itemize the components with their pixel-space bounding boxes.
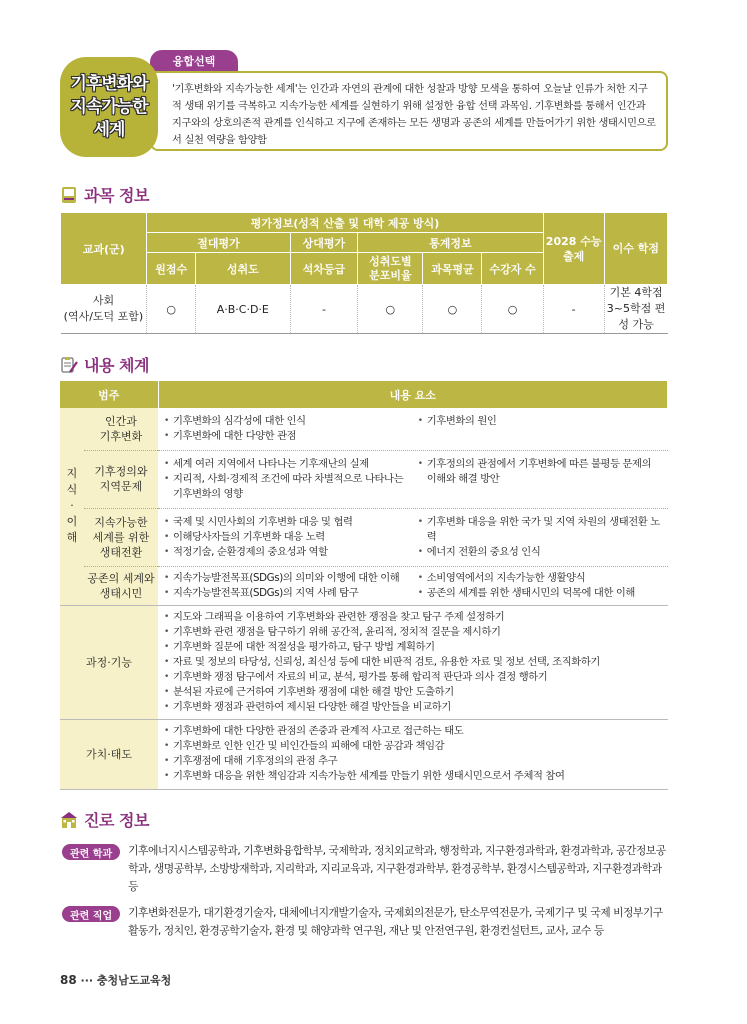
category-climate-justice: 기후정의와 지역문제 bbox=[84, 450, 158, 508]
content-system-title: 내용 체계 bbox=[84, 356, 149, 375]
subject-description: '기후변화와 지속가능한 세계'는 인간과 자연의 관계에 대한 성찰과 방향 모색을 통하여 오늘날 인류가 처한 지구적 생태 위기를 극복하고 지속가능한 세계를 실현하기 위해 설정한 융합 선택 과목임. 기후변화를 통해서 인간과 지구와의 상호의존적 관계를 인식하고 지구에 존재하는 모든 생명과 공존의 세계를 만들어가기 위한 생태시민으로서 실천 역량을 함양함 bbox=[150, 71, 668, 151]
elements-process-skills bbox=[158, 605, 668, 719]
td-csat: - bbox=[543, 285, 604, 334]
list-item: • 기후변화의 원인 bbox=[418, 414, 662, 429]
td-credits: 기본 4학점 3~5학점 편성 가능 bbox=[604, 285, 667, 334]
th-eval-info: 평가정보(성적 산출 및 대학 제공 방식) bbox=[147, 213, 543, 233]
list-item: • 이해당사자들의 기후변화 대응 노력 bbox=[164, 530, 408, 545]
th-absolute: 절대평가 bbox=[147, 233, 290, 253]
content-system-heading bbox=[60, 353, 149, 376]
th-avg: 과목평균 bbox=[423, 253, 482, 285]
career-title: 진로 정보 bbox=[84, 811, 149, 830]
list-item: • 세계 여러 지역에서 나타나는 기후재난의 실제 bbox=[164, 457, 408, 472]
th-elements: 내용 요소 bbox=[158, 381, 668, 408]
list-item: • 지속가능발전목표(SDGs)의 지역 사례 탐구 bbox=[164, 586, 408, 601]
book-icon bbox=[60, 186, 78, 204]
course-info-title: 과목 정보 bbox=[84, 186, 149, 205]
elements-climate-justice bbox=[158, 450, 668, 508]
elements-values-attitudes bbox=[158, 719, 668, 789]
elements-eco-transition bbox=[158, 508, 668, 566]
category-coexistence: 공존의 세계와 생태시민 bbox=[84, 566, 158, 605]
td-ach-dist: ○ bbox=[358, 285, 423, 334]
related-departments bbox=[62, 842, 668, 896]
list-item: • 기후변화 대응을 위한 국가 및 지역 차원의 생태전환 노력 bbox=[418, 515, 662, 545]
course-info-heading bbox=[60, 183, 149, 206]
list-item: • 분석된 자료에 근거하여 기후변화 쟁점에 대한 해결 방안 도출하기 bbox=[164, 685, 662, 700]
knowledge-label: 지 식 · 이 해 bbox=[60, 408, 84, 605]
td-achievement: A·B·C·D·E bbox=[195, 285, 290, 334]
job-label: 관련 직업 bbox=[62, 906, 120, 922]
subject-title: 기후변화와 지속가능한 세계 bbox=[70, 73, 148, 140]
list-item: • 자료 및 정보의 타당성, 신뢰성, 최신성 등에 대한 비판적 검토, 유용한 자료 및 정보 선택, 조직화하기 bbox=[164, 655, 662, 670]
td-raw-score: ○ bbox=[147, 285, 195, 334]
dept-text: 기후에너지시스템공학과, 기후변화융합학부, 국제학과, 정치외교학과, 행정학과, 지구환경과학과, 환경과학과, 공간정보공학과, 생명공학부, 소방방재학과, 지리학과, 지리교육과, 지구환경과학부, 환경공학부, 환경시스템공학과, 지구환경과학과 등 bbox=[128, 844, 666, 893]
related-jobs bbox=[62, 904, 668, 940]
subject-title-badge bbox=[60, 57, 158, 157]
td-rank: - bbox=[290, 285, 357, 334]
td-students: ○ bbox=[482, 285, 543, 334]
list-item: • 지리적, 사회·경제적 조건에 따라 차별적으로 나타나는 기후변화의 영향 bbox=[164, 472, 408, 502]
job-text: 기후변화전문가, 대기환경기술자, 대체에너지개발기술자, 국제회의전문가, 탄소무역전문가, 국제기구 및 국제 비정부기구 활동가, 정치인, 환경공학기술자, 환경 및 해양과학 연구원, 재난 및 안전연구원, 환경컨설턴트, 교사, 교수 등 bbox=[128, 906, 663, 937]
list-item: • 기후변화 쟁점과 관련하여 제시된 다양한 해결 방안들을 비교하기 bbox=[164, 700, 662, 715]
th-credits: 이수 학점 bbox=[604, 213, 667, 285]
footer-org: 충청남도교육청 bbox=[96, 974, 172, 987]
category-human-climate: 인간과 기후변화 bbox=[84, 408, 158, 450]
school-icon bbox=[60, 811, 78, 829]
list-item: • 적정기술, 순환경제의 중요성과 역할 bbox=[164, 545, 408, 560]
list-item: • 지속가능발전목표(SDGs)의 의미와 이행에 대한 이해 bbox=[164, 571, 408, 586]
elective-type-tab: 융합선택 bbox=[150, 50, 238, 72]
list-item: • 기후변화 관련 쟁점을 탐구하기 위해 공간적, 윤리적, 정치적 질문을 제시하기 bbox=[164, 625, 662, 640]
list-item: • 기후변화에 대한 다양한 관점의 존중과 관계적 사고로 접근하는 태도 bbox=[164, 724, 662, 739]
elements-coexistence bbox=[158, 566, 668, 605]
list-item: • 기후정의의 관점에서 기후변화에 따른 불평등 문제의 이해와 해결 방안 bbox=[418, 457, 662, 487]
list-item: • 소비영역에서의 지속가능한 생활양식 bbox=[418, 571, 662, 586]
th-csat: 2028 수능 출제 bbox=[543, 213, 604, 285]
elements-human-climate bbox=[158, 408, 668, 450]
th-achievement: 성취도 bbox=[195, 253, 290, 285]
list-item: • 국제 및 시민사회의 기후변화 대응 및 협력 bbox=[164, 515, 408, 530]
content-system-table bbox=[60, 381, 668, 790]
th-rank: 석차등급 bbox=[290, 253, 357, 285]
th-subject-group: 교과(군) bbox=[61, 213, 147, 285]
list-item: • 기후변화 대응을 위한 책임감과 지속가능한 세계를 만들기 위한 생태시민으로서 주체적 참여 bbox=[164, 769, 662, 784]
th-stats: 통계정보 bbox=[358, 233, 543, 253]
career-heading bbox=[60, 808, 149, 831]
th-students: 수강자 수 bbox=[482, 253, 543, 285]
th-ach-dist: 성취도별 분포비율 bbox=[358, 253, 423, 285]
course-info-table bbox=[60, 212, 668, 334]
list-item: • 기후쟁점에 대해 기후정의의 관점 추구 bbox=[164, 754, 662, 769]
page-number: 88 bbox=[60, 973, 77, 987]
list-item: • 기후변화 쟁점 탐구에서 자료의 비교, 분석, 평가를 통해 합리적 판단과 의사 결정 행하기 bbox=[164, 670, 662, 685]
clipboard-pencil-icon bbox=[60, 356, 78, 374]
td-avg: ○ bbox=[423, 285, 482, 334]
list-item: • 기후변화로 인한 인간 및 비인간들의 피해에 대한 공감과 책임감 bbox=[164, 739, 662, 754]
th-category: 범주 bbox=[60, 381, 158, 408]
page-footer bbox=[60, 972, 171, 988]
list-item: • 기후변화 질문에 대한 적절성을 평가하고, 탐구 방법 계획하기 bbox=[164, 640, 662, 655]
td-subject-group: 사회 (역사/도덕 포함) bbox=[61, 285, 147, 334]
list-item: • 공존의 세계를 위한 생태시민의 덕목에 대한 이해 bbox=[418, 586, 662, 601]
list-item: • 기후변화의 심각성에 대한 인식 bbox=[164, 414, 408, 429]
th-relative: 상대평가 bbox=[290, 233, 357, 253]
list-item: • 에너지 전환의 중요성 인식 bbox=[418, 545, 662, 560]
th-raw-score: 원점수 bbox=[147, 253, 195, 285]
list-item: • 기후변화에 대한 다양한 관점 bbox=[164, 429, 408, 444]
category-process-skills: 과정·기능 bbox=[60, 605, 158, 719]
category-eco-transition: 지속가능한 세계를 위한 생태전환 bbox=[84, 508, 158, 566]
footer-separator: ··· bbox=[76, 974, 97, 987]
category-values-attitudes: 가치·태도 bbox=[60, 719, 158, 789]
dept-label: 관련 학과 bbox=[62, 844, 120, 860]
list-item: • 지도와 그래픽을 이용하여 기후변화와 관련한 쟁점을 찾고 탐구 주제 설정하기 bbox=[164, 610, 662, 625]
